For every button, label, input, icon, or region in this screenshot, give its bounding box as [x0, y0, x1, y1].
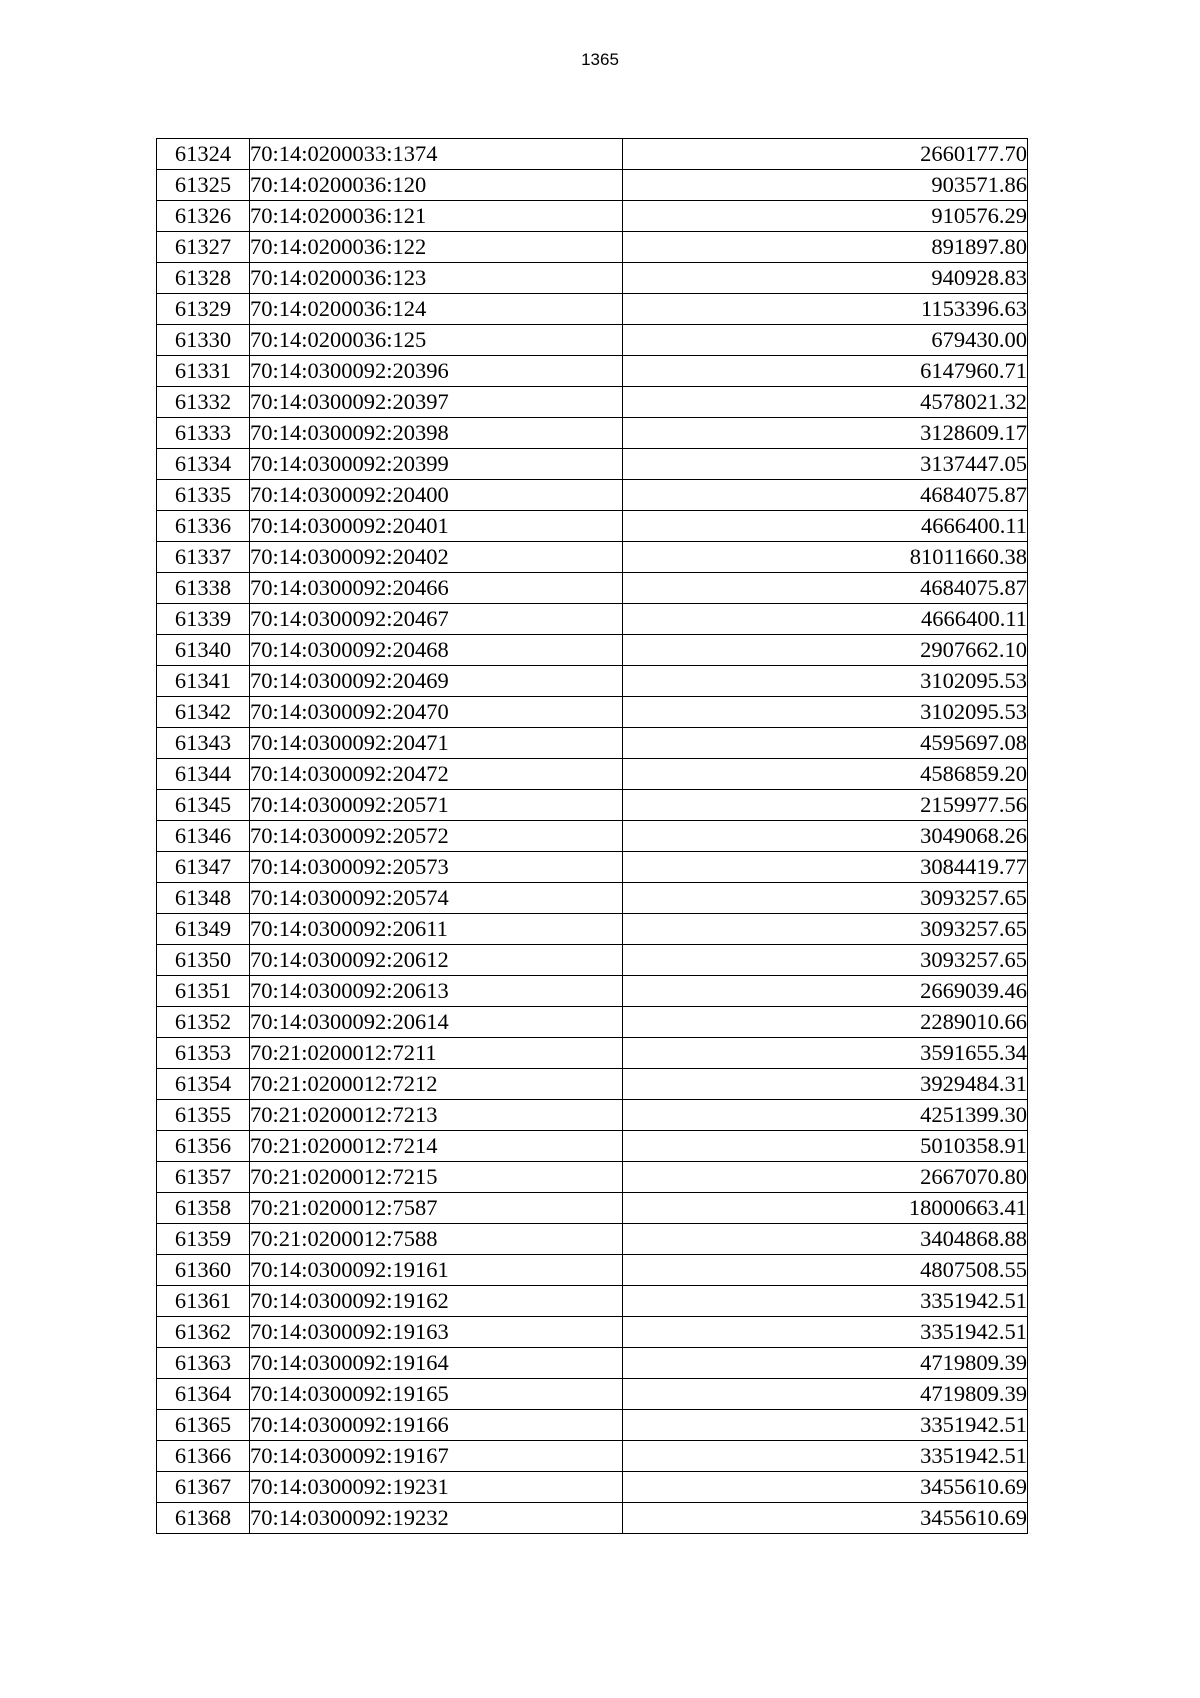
cadastral-number-cell: 70:14:0300092:20402	[250, 542, 623, 573]
table-row	[157, 1410, 1028, 1441]
table-row	[157, 1007, 1028, 1038]
row-number-cell: 61341	[157, 666, 250, 697]
cadastral-value-cell: 4666400.11	[623, 604, 1028, 635]
cadastral-value-cell: 4595697.08	[623, 728, 1028, 759]
cadastral-value-cell: 4578021.32	[623, 387, 1028, 418]
cadastral-number-cell: 70:14:0200033:1374	[250, 139, 623, 170]
row-number-cell: 61356	[157, 1131, 250, 1162]
cadastral-number-cell: 70:14:0300092:20400	[250, 480, 623, 511]
table-row	[157, 1472, 1028, 1503]
row-number-cell: 61368	[157, 1503, 250, 1534]
cadastral-number-cell: 70:14:0300092:19166	[250, 1410, 623, 1441]
cadastral-value-cell: 2289010.66	[623, 1007, 1028, 1038]
row-number-cell: 61361	[157, 1286, 250, 1317]
cadastral-number-cell: 70:14:0300092:20398	[250, 418, 623, 449]
table-row	[157, 449, 1028, 480]
row-number-cell: 61326	[157, 201, 250, 232]
cadastral-value-cell: 5010358.91	[623, 1131, 1028, 1162]
cadastral-number-cell: 70:14:0300092:19164	[250, 1348, 623, 1379]
cadastral-number-cell: 70:14:0300092:20466	[250, 573, 623, 604]
cadastral-value-cell: 3128609.17	[623, 418, 1028, 449]
cadastral-value-cell: 3049068.26	[623, 821, 1028, 852]
cadastral-value-cell: 3093257.65	[623, 945, 1028, 976]
cadastral-value-cell: 903571.86	[623, 170, 1028, 201]
table-row	[157, 511, 1028, 542]
table-row	[157, 387, 1028, 418]
row-number-cell: 61357	[157, 1162, 250, 1193]
cadastral-number-cell: 70:14:0300092:20399	[250, 449, 623, 480]
table-row	[157, 480, 1028, 511]
row-number-cell: 61338	[157, 573, 250, 604]
cadastral-number-cell: 70:14:0300092:20401	[250, 511, 623, 542]
row-number-cell: 61365	[157, 1410, 250, 1441]
cadastral-number-cell: 70:14:0300092:20611	[250, 914, 623, 945]
row-number-cell: 61335	[157, 480, 250, 511]
cadastral-value-cell: 3351942.51	[623, 1317, 1028, 1348]
table-row	[157, 1193, 1028, 1224]
table-row	[157, 728, 1028, 759]
cadastral-value-cell: 3591655.34	[623, 1038, 1028, 1069]
table-row	[157, 263, 1028, 294]
table-row	[157, 542, 1028, 573]
table-row	[157, 232, 1028, 263]
table-row	[157, 1317, 1028, 1348]
table-row	[157, 1286, 1028, 1317]
row-number-cell: 61351	[157, 976, 250, 1007]
row-number-cell: 61343	[157, 728, 250, 759]
cadastral-number-cell: 70:21:0200012:7214	[250, 1131, 623, 1162]
row-number-cell: 61337	[157, 542, 250, 573]
cadastral-number-cell: 70:14:0300092:20614	[250, 1007, 623, 1038]
cadastral-number-cell: 70:14:0300092:20471	[250, 728, 623, 759]
cadastral-value-cell: 3929484.31	[623, 1069, 1028, 1100]
row-number-cell: 61333	[157, 418, 250, 449]
cadastral-value-cell: 1153396.63	[623, 294, 1028, 325]
row-number-cell: 61340	[157, 635, 250, 666]
cadastral-value-cell: 3351942.51	[623, 1286, 1028, 1317]
cadastral-value-cell: 4684075.87	[623, 480, 1028, 511]
cadastral-number-cell: 70:14:0300092:20573	[250, 852, 623, 883]
table-row	[157, 356, 1028, 387]
cadastral-value-cell: 3351942.51	[623, 1441, 1028, 1472]
table-row	[157, 1255, 1028, 1286]
page-number: 1365	[581, 50, 619, 69]
cadastral-value-table	[156, 138, 1028, 1534]
cadastral-number-cell: 70:21:0200012:7587	[250, 1193, 623, 1224]
cadastral-value-cell: 4684075.87	[623, 573, 1028, 604]
row-number-cell: 61355	[157, 1100, 250, 1131]
cadastral-value-cell: 2660177.70	[623, 139, 1028, 170]
cadastral-number-cell: 70:14:0300092:20470	[250, 697, 623, 728]
cadastral-number-cell: 70:14:0300092:19232	[250, 1503, 623, 1534]
cadastral-value-cell: 2669039.46	[623, 976, 1028, 1007]
row-number-cell: 61353	[157, 1038, 250, 1069]
table-row	[157, 697, 1028, 728]
cadastral-value-cell: 891897.80	[623, 232, 1028, 263]
cadastral-number-cell: 70:14:0200036:125	[250, 325, 623, 356]
cadastral-value-cell: 940928.83	[623, 263, 1028, 294]
cadastral-value-cell: 3351942.51	[623, 1410, 1028, 1441]
table-row	[157, 573, 1028, 604]
row-number-cell: 61363	[157, 1348, 250, 1379]
cadastral-value-cell: 2667070.80	[623, 1162, 1028, 1193]
table-row	[157, 1069, 1028, 1100]
cadastral-value-cell: 2907662.10	[623, 635, 1028, 666]
cadastral-number-cell: 70:14:0300092:20572	[250, 821, 623, 852]
table-row	[157, 976, 1028, 1007]
cadastral-value-cell: 18000663.41	[623, 1193, 1028, 1224]
cadastral-number-cell: 70:14:0200036:122	[250, 232, 623, 263]
row-number-cell: 61328	[157, 263, 250, 294]
row-number-cell: 61367	[157, 1472, 250, 1503]
table-row	[157, 170, 1028, 201]
cadastral-number-cell: 70:14:0300092:20613	[250, 976, 623, 1007]
table-row	[157, 1224, 1028, 1255]
cadastral-value-cell: 3404868.88	[623, 1224, 1028, 1255]
cadastral-value-cell: 4719809.39	[623, 1379, 1028, 1410]
table-row	[157, 790, 1028, 821]
row-number-cell: 61332	[157, 387, 250, 418]
table-row	[157, 1348, 1028, 1379]
cadastral-number-cell: 70:14:0300092:20396	[250, 356, 623, 387]
row-number-cell: 61325	[157, 170, 250, 201]
row-number-cell: 61336	[157, 511, 250, 542]
table-row	[157, 914, 1028, 945]
row-number-cell: 61360	[157, 1255, 250, 1286]
cadastral-number-cell: 70:14:0200036:120	[250, 170, 623, 201]
row-number-cell: 61354	[157, 1069, 250, 1100]
cadastral-number-cell: 70:14:0200036:123	[250, 263, 623, 294]
row-number-cell: 61358	[157, 1193, 250, 1224]
cadastral-number-cell: 70:14:0300092:20468	[250, 635, 623, 666]
cadastral-number-cell: 70:14:0200036:121	[250, 201, 623, 232]
cadastral-value-cell: 3084419.77	[623, 852, 1028, 883]
cadastral-value-cell: 910576.29	[623, 201, 1028, 232]
cadastral-value-cell: 3137447.05	[623, 449, 1028, 480]
cadastral-number-cell: 70:21:0200012:7211	[250, 1038, 623, 1069]
cadastral-number-cell: 70:14:0300092:20469	[250, 666, 623, 697]
table-row	[157, 1131, 1028, 1162]
row-number-cell: 61329	[157, 294, 250, 325]
table-row	[157, 1441, 1028, 1472]
cadastral-value-cell: 4586859.20	[623, 759, 1028, 790]
cadastral-value-cell: 3455610.69	[623, 1472, 1028, 1503]
table-row	[157, 201, 1028, 232]
row-number-cell: 61349	[157, 914, 250, 945]
table-row	[157, 852, 1028, 883]
cadastral-number-cell: 70:14:0300092:20467	[250, 604, 623, 635]
cadastral-number-cell: 70:14:0300092:19161	[250, 1255, 623, 1286]
cadastral-number-cell: 70:14:0300092:20612	[250, 945, 623, 976]
cadastral-value-cell: 6147960.71	[623, 356, 1028, 387]
cadastral-value-cell: 4251399.30	[623, 1100, 1028, 1131]
table-row	[157, 1100, 1028, 1131]
table-row	[157, 325, 1028, 356]
cadastral-number-cell: 70:14:0300092:19231	[250, 1472, 623, 1503]
row-number-cell: 61348	[157, 883, 250, 914]
table-row	[157, 635, 1028, 666]
cadastral-number-cell: 70:14:0300092:20571	[250, 790, 623, 821]
table-row	[157, 1162, 1028, 1193]
cadastral-number-cell: 70:14:0200036:124	[250, 294, 623, 325]
cadastral-value-cell: 4666400.11	[623, 511, 1028, 542]
table-row	[157, 294, 1028, 325]
row-number-cell: 61342	[157, 697, 250, 728]
cadastral-number-cell: 70:21:0200012:7213	[250, 1100, 623, 1131]
cadastral-number-cell: 70:14:0300092:19162	[250, 1286, 623, 1317]
row-number-cell: 61339	[157, 604, 250, 635]
row-number-cell: 61362	[157, 1317, 250, 1348]
table-row	[157, 1503, 1028, 1534]
row-number-cell: 61364	[157, 1379, 250, 1410]
table-row	[157, 139, 1028, 170]
cadastral-value-cell: 2159977.56	[623, 790, 1028, 821]
row-number-cell: 61350	[157, 945, 250, 976]
cadastral-number-cell: 70:14:0300092:20472	[250, 759, 623, 790]
cadastral-number-cell: 70:14:0300092:20574	[250, 883, 623, 914]
row-number-cell: 61366	[157, 1441, 250, 1472]
table-row	[157, 821, 1028, 852]
cadastral-value-cell: 3093257.65	[623, 883, 1028, 914]
cadastral-number-cell: 70:14:0300092:19165	[250, 1379, 623, 1410]
table-row	[157, 945, 1028, 976]
row-number-cell: 61347	[157, 852, 250, 883]
cadastral-number-cell: 70:21:0200012:7588	[250, 1224, 623, 1255]
cadastral-value-cell: 679430.00	[623, 325, 1028, 356]
table-row	[157, 883, 1028, 914]
cadastral-value-cell: 3455610.69	[623, 1503, 1028, 1534]
row-number-cell: 61324	[157, 139, 250, 170]
cadastral-value-cell: 81011660.38	[623, 542, 1028, 573]
cadastral-number-cell: 70:14:0300092:20397	[250, 387, 623, 418]
table-row	[157, 1379, 1028, 1410]
row-number-cell: 61352	[157, 1007, 250, 1038]
cadastral-number-cell: 70:14:0300092:19167	[250, 1441, 623, 1472]
cadastral-value-cell: 3102095.53	[623, 697, 1028, 728]
cadastral-value-cell: 4807508.55	[623, 1255, 1028, 1286]
cadastral-value-cell: 3093257.65	[623, 914, 1028, 945]
row-number-cell: 61359	[157, 1224, 250, 1255]
cadastral-number-cell: 70:21:0200012:7212	[250, 1069, 623, 1100]
table-row	[157, 418, 1028, 449]
cadastral-value-cell: 4719809.39	[623, 1348, 1028, 1379]
table-body	[157, 139, 1028, 1534]
row-number-cell: 61334	[157, 449, 250, 480]
row-number-cell: 61344	[157, 759, 250, 790]
table-row	[157, 759, 1028, 790]
table-row	[157, 604, 1028, 635]
row-number-cell: 61346	[157, 821, 250, 852]
row-number-cell: 61327	[157, 232, 250, 263]
cadastral-value-cell: 3102095.53	[623, 666, 1028, 697]
row-number-cell: 61330	[157, 325, 250, 356]
cadastral-number-cell: 70:14:0300092:19163	[250, 1317, 623, 1348]
row-number-cell: 61331	[157, 356, 250, 387]
table-row	[157, 666, 1028, 697]
row-number-cell: 61345	[157, 790, 250, 821]
table-row	[157, 1038, 1028, 1069]
cadastral-number-cell: 70:21:0200012:7215	[250, 1162, 623, 1193]
